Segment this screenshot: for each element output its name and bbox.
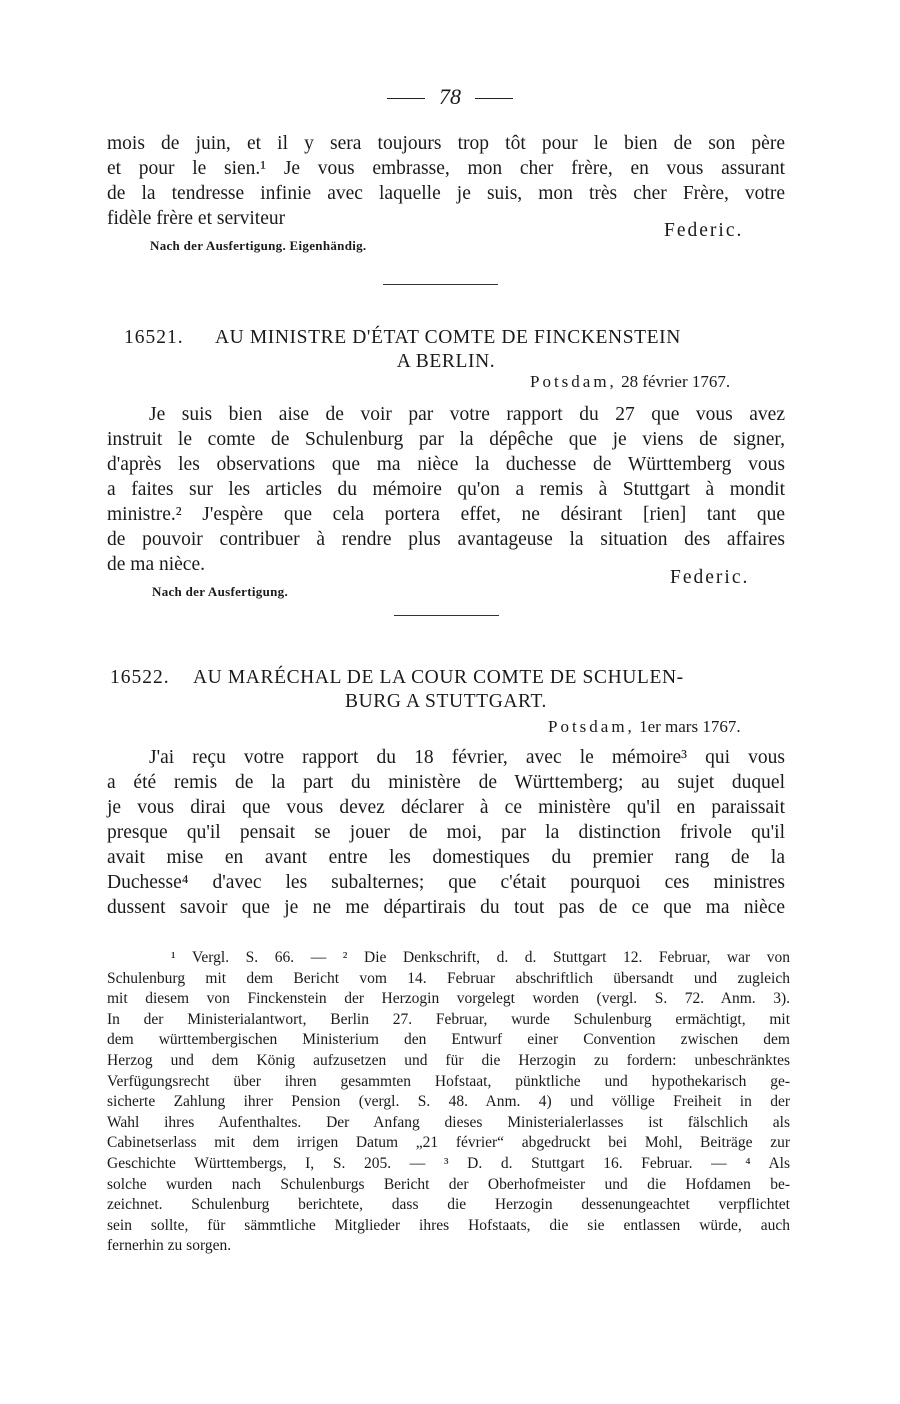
doc-16522-line: a été remis de la part du ministère de Württemberg; au sujet duquel: [107, 772, 785, 793]
doc-16522-place: Potsdam,: [548, 717, 635, 736]
doc-16521-place: Potsdam,: [530, 372, 617, 391]
continuation-signature: Federic.: [664, 220, 744, 241]
footnote-line: Geschichte Württembergs, I, S. 205. — ³ D. d. Stuttgart 16. Februar. — ⁴ Als: [107, 1154, 790, 1172]
doc-16522-line: je vous dirai que vous devez déclarer à ce ministère qu'il en paraissait: [107, 797, 785, 818]
doc-16521-line: de pouvoir contribuer à rendre plus avantageuse la situation des affaires: [107, 529, 785, 550]
footnote-line: fernerhin zu sorgen.: [107, 1237, 232, 1255]
section-separator: [394, 615, 499, 616]
footnote-line: ¹ Vergl. S. 66. — ² Die Denkschrift, d. d. Stuttgart 12. Februar, war von: [171, 949, 790, 966]
doc-16521-date: 28 février 1767.: [621, 372, 731, 391]
doc-16521-line: de ma nièce.: [107, 554, 205, 575]
doc-16522-line: J'ai reçu votre rapport du 18 février, avec le mémoire³ qui vous: [149, 747, 785, 768]
footnote-line: sein sollte, für sämmtliche Mitglieder ihres Hofstaats, die sie entlassen würde, auch: [107, 1216, 790, 1234]
doc-16521-number: 16521.: [124, 327, 184, 348]
doc-16521-title-line1: AU MINISTRE D'ÉTAT COMTE DE FINCKENSTEIN: [215, 327, 681, 348]
footnote-line: Schulenburg mit dem Bericht vom 14. Februar abschriftlich übersandt und zugleich: [107, 969, 790, 987]
footnote-line: Wahl ihres Aufenthaltes. Der Anfang dieses Ministerialerlasses ist fälschlich als: [107, 1113, 790, 1131]
page-number-dash-right: [475, 98, 513, 99]
doc-16521-title-line2: A BERLIN.: [396, 351, 496, 372]
doc-16521-line: a faites sur les articles du mémoire qu'on a remis à Stuttgart à mondit: [107, 479, 785, 500]
footnote-line: Cabinetserlass mit dem irrigen Datum „21 février“ abgedruckt bei Mohl, Beiträge zur: [107, 1134, 790, 1152]
doc-16521-line: ministre.² J'espère que cela portera effet, ne désirant [rien] tant que: [107, 504, 785, 525]
doc-16521-heading: [107, 326, 785, 374]
doc-16521-body: [107, 402, 785, 577]
page-number-text: 78: [439, 84, 461, 109]
doc-16521-line: instruit le comte de Schulenburg par la dépêche que je viens de signer,: [107, 429, 785, 450]
doc-16521-signature: Federic.: [670, 567, 750, 588]
doc-16521-source-note: Nach der Ausfertigung.: [152, 584, 289, 599]
doc-16522-heading: [107, 666, 785, 714]
doc-16522-number: 16522.: [110, 667, 170, 688]
footnote-line: mit diesem von Finckenstein der Herzogin vorgelegt worden (vergl. S. 72. Anm. 3).: [107, 990, 790, 1008]
footnote-line: dem württembergischen Ministerium den Entwurf einer Convention zwischen dem: [107, 1031, 790, 1049]
doc-16522-title-line2: BURG A STUTTGART.: [344, 691, 548, 712]
doc-16521-line: d'après les observations que ma nièce la duchesse de Württemberg vous: [107, 454, 785, 475]
doc-16521-line: Je suis bien aise de voir par votre rapport du 27 que vous avez: [149, 404, 785, 425]
continuation-source-note: Nach der Ausfertigung. Eigenhändig.: [150, 238, 367, 253]
continuation-line: fidèle frère et serviteur: [107, 208, 286, 229]
doc-16522-line: dussent savoir que je ne me départirais du tout pas de ce que ma nièce: [107, 897, 785, 918]
doc-16522-line: presque qu'il pensait se jouer de moi, par la distinction frivole qu'il: [107, 822, 785, 843]
footnote-line: Verfügungsrecht über ihren gesammten Hofstaat, pünktliche und hypothekarisch ge-: [107, 1072, 790, 1090]
page-number: [0, 84, 900, 110]
continuation-line: et pour le sien.¹ Je vous embrasse, mon cher frère, en vous assurant: [107, 158, 785, 179]
doc-16522-date: 1er mars 1767.: [639, 717, 741, 736]
continuation-body: [107, 131, 785, 231]
doc-16522-body: [107, 745, 785, 920]
doc-16522-title-line1: AU MARÉCHAL DE LA COUR COMTE DE SCHULEN-: [193, 667, 684, 688]
footnote-line: Herzog und dem König aufzusetzen und für die Herzogin zu fordern: unbeschränktes: [107, 1051, 790, 1069]
footnote-line: In der Ministerialantwort, Berlin 27. Februar, wurde Schulenburg ermächtigt, mit: [107, 1010, 790, 1028]
footnote-line: sicherte Zahlung ihrer Pension (vergl. S. 48. Anm. 4) und völlige Freiheit in der: [107, 1093, 790, 1111]
continuation-line: de la tendresse infinie avec laquelle je suis, mon très cher Frère, votre: [107, 183, 785, 204]
doc-16521-dateline: [530, 372, 730, 392]
doc-16522-line: Duchesse⁴ d'avec les subalternes; que c'était pourquoi ces ministres: [107, 872, 785, 893]
doc-16522-dateline: [548, 717, 741, 737]
doc-16522-line: avait mise en avant entre les domestiques du premier rang de la: [107, 847, 785, 868]
page-number-dash-left: [387, 98, 425, 99]
footnote-line: zeichnet. Schulenburg berichtete, dass die Herzogin dessenungeachtet verpflichtet: [107, 1196, 790, 1214]
footnote-line: solche wurden nach Schulenburgs Bericht der Oberhofmeister und die Hofdamen be-: [107, 1175, 790, 1193]
section-separator: [383, 284, 498, 285]
continuation-line: mois de juin, et il y sera toujours trop tôt pour le bien de son père: [107, 133, 785, 154]
footnotes: [107, 948, 790, 1257]
